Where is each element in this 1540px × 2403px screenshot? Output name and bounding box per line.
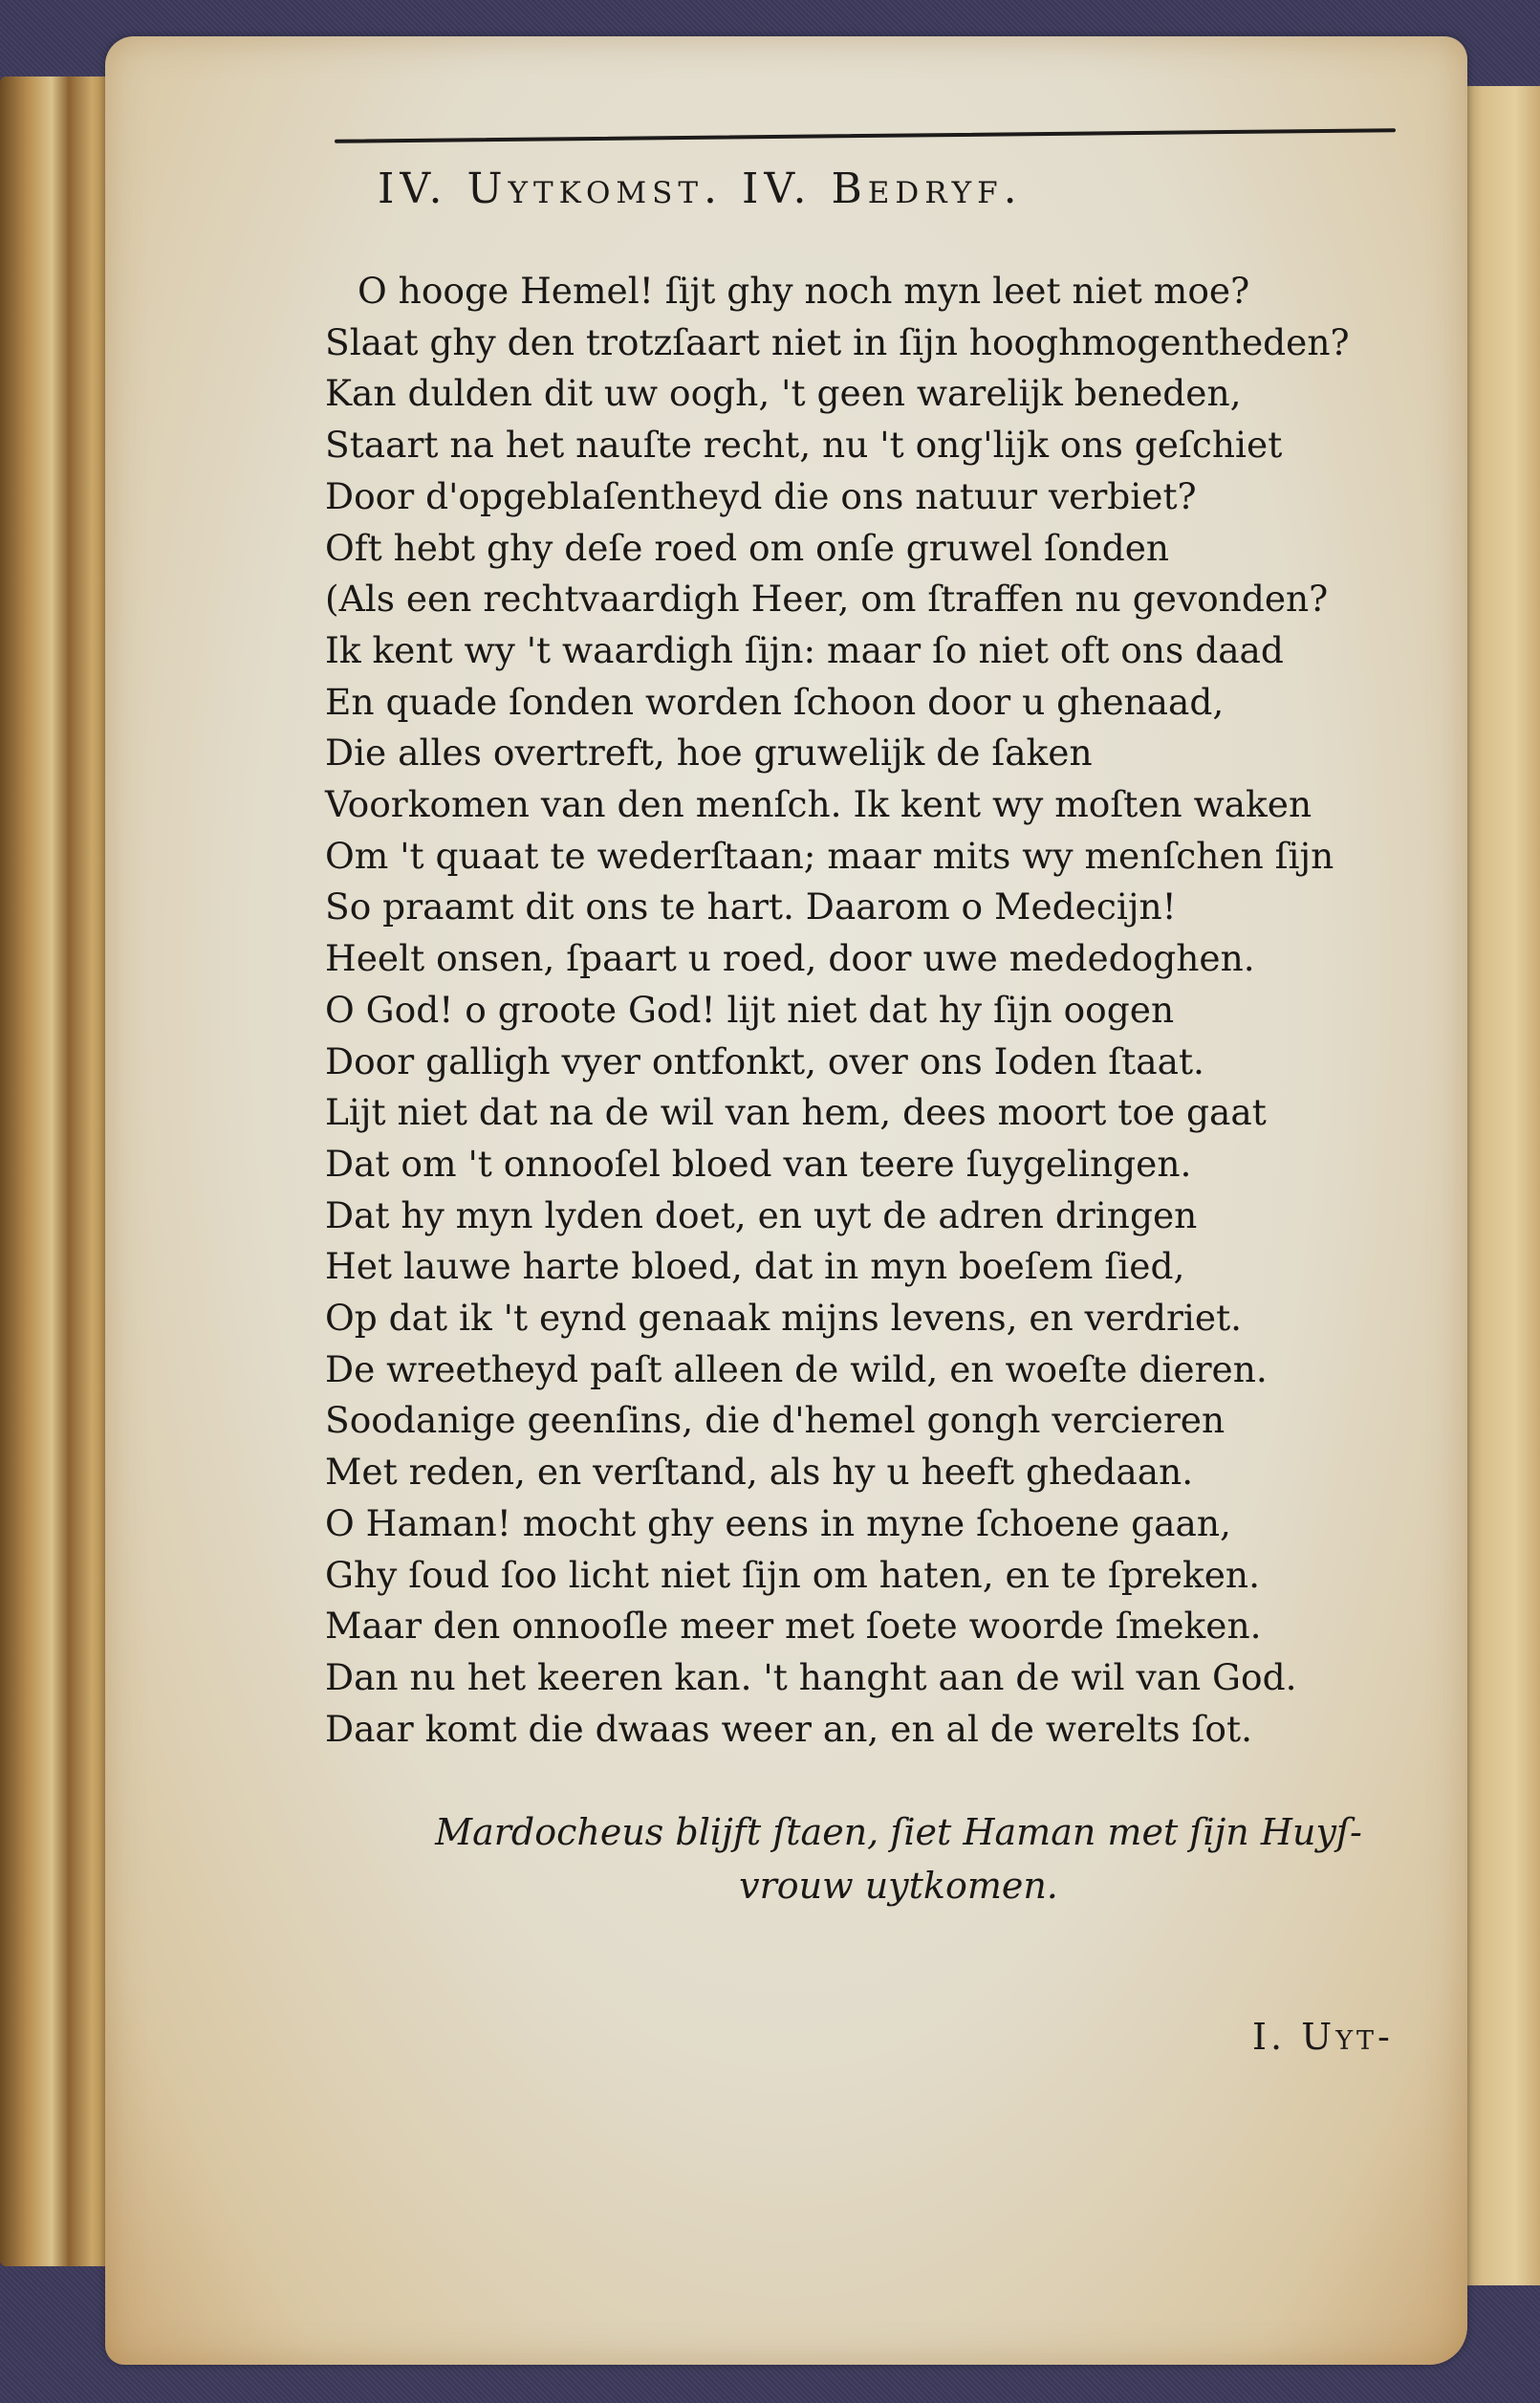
catchword: I. Uyt- bbox=[1252, 2016, 1394, 2058]
verse-line: Door d'opgeblaſentheyd die ons natuur verbiet? bbox=[325, 474, 1197, 517]
verse-line: Dat om 't onnooſel bloed van teere ſuygelingen. bbox=[325, 1142, 1192, 1185]
verse-line: Dat hy myn lyden doet, en uyt de adren dringen bbox=[325, 1193, 1198, 1236]
verse-line: Het lauwe harte bloed, dat in myn boeſem ſied, bbox=[325, 1245, 1185, 1288]
verse-line: Oft hebt ghy deſe roed om onſe gruwel ſonden bbox=[325, 526, 1170, 569]
stage-direction-line: vrouw uytkomen. bbox=[739, 1865, 1058, 1907]
stage-direction-line: Mardocheus blijft ſtaen, ſiet Haman met ſijn Huyſ- bbox=[435, 1811, 1362, 1853]
verse-line: Met reden, en verſtand, als hy u heeft ghedaan. bbox=[325, 1451, 1194, 1494]
verse-line: Kan dulden dit uw oogh, 't geen warelijk beneden, bbox=[325, 372, 1242, 415]
verse-block bbox=[325, 266, 1424, 1755]
verse-line: Die alles overtreft, hoe gruwelijk de ſaken bbox=[325, 732, 1093, 775]
stage-direction bbox=[378, 1805, 1420, 1912]
verse-line: Ghy ſoud ſoo licht niet ſijn om haten, en te ſpreken. bbox=[325, 1553, 1260, 1596]
verse-line: Om 't quaat te wederſtaan; maar mits wy menſchen ſijn bbox=[325, 834, 1334, 877]
verse-line: Lijt niet dat na de wil van hem, dees moort toe gaat bbox=[325, 1091, 1267, 1134]
verse-line: De wreetheyd paſt alleen de wild, en woeſte dieren. bbox=[325, 1347, 1268, 1390]
verse-line: Daar komt die dwaas weer an, en al de werelts ſot. bbox=[325, 1707, 1252, 1750]
verse-line: O Haman! mocht ghy eens in myne ſchoene gaan, bbox=[325, 1501, 1231, 1544]
verse-line: Ik kent wy 't waardigh ſijn: maar ſo niet oft ons daad bbox=[325, 628, 1284, 671]
verse-line: Maar den onnooſle meer met ſoete woorde ſmeken. bbox=[325, 1605, 1262, 1648]
adjacent-page-right bbox=[1458, 86, 1540, 2285]
verse-line: Soodanige geenſins, die d'hemel gongh vercieren bbox=[325, 1399, 1225, 1442]
verse-line: Door galligh vyer ontfonkt, over ons Ioden ſtaat. bbox=[325, 1039, 1204, 1082]
verse-line: Heelt onsen, ſpaart u roed, door uwe mededoghen. bbox=[325, 937, 1255, 980]
verse-line: Slaat ghy den trotzſaart niet in ſijn hooghmogentheden? bbox=[325, 320, 1350, 363]
verse-line: O God! o groote God! lijt niet dat hy ſijn oogen bbox=[325, 988, 1175, 1031]
verse-line: Dan nu het keeren kan. 't hanght aan de wil van God. bbox=[325, 1655, 1297, 1698]
verse-line: Staart na het nauſte recht, nu 't ong'lijk ons geſchiet bbox=[325, 424, 1283, 467]
verse-line: Op dat ik 't eynd genaak mijns levens, en verdriet. bbox=[325, 1297, 1243, 1340]
verse-line: En quade ſonden worden ſchoon door u ghenaad, bbox=[325, 680, 1225, 723]
verse-line: So praamt dit ons te hart. Daarom o Medecijn! bbox=[325, 885, 1177, 928]
book-binding-left bbox=[0, 76, 115, 2266]
running-head: IV. Uytkomst. IV. Bedryf. bbox=[378, 164, 1023, 213]
verse-line: Voorkomen van den menſch. Ik kent wy moſten waken bbox=[325, 783, 1312, 826]
verse-line: O hooge Hemel! ſijt ghy noch myn leet niet moe? bbox=[358, 270, 1250, 312]
verse-line: (Als een rechtvaardigh Heer, om ſtraffen nu gevonden? bbox=[325, 578, 1329, 621]
